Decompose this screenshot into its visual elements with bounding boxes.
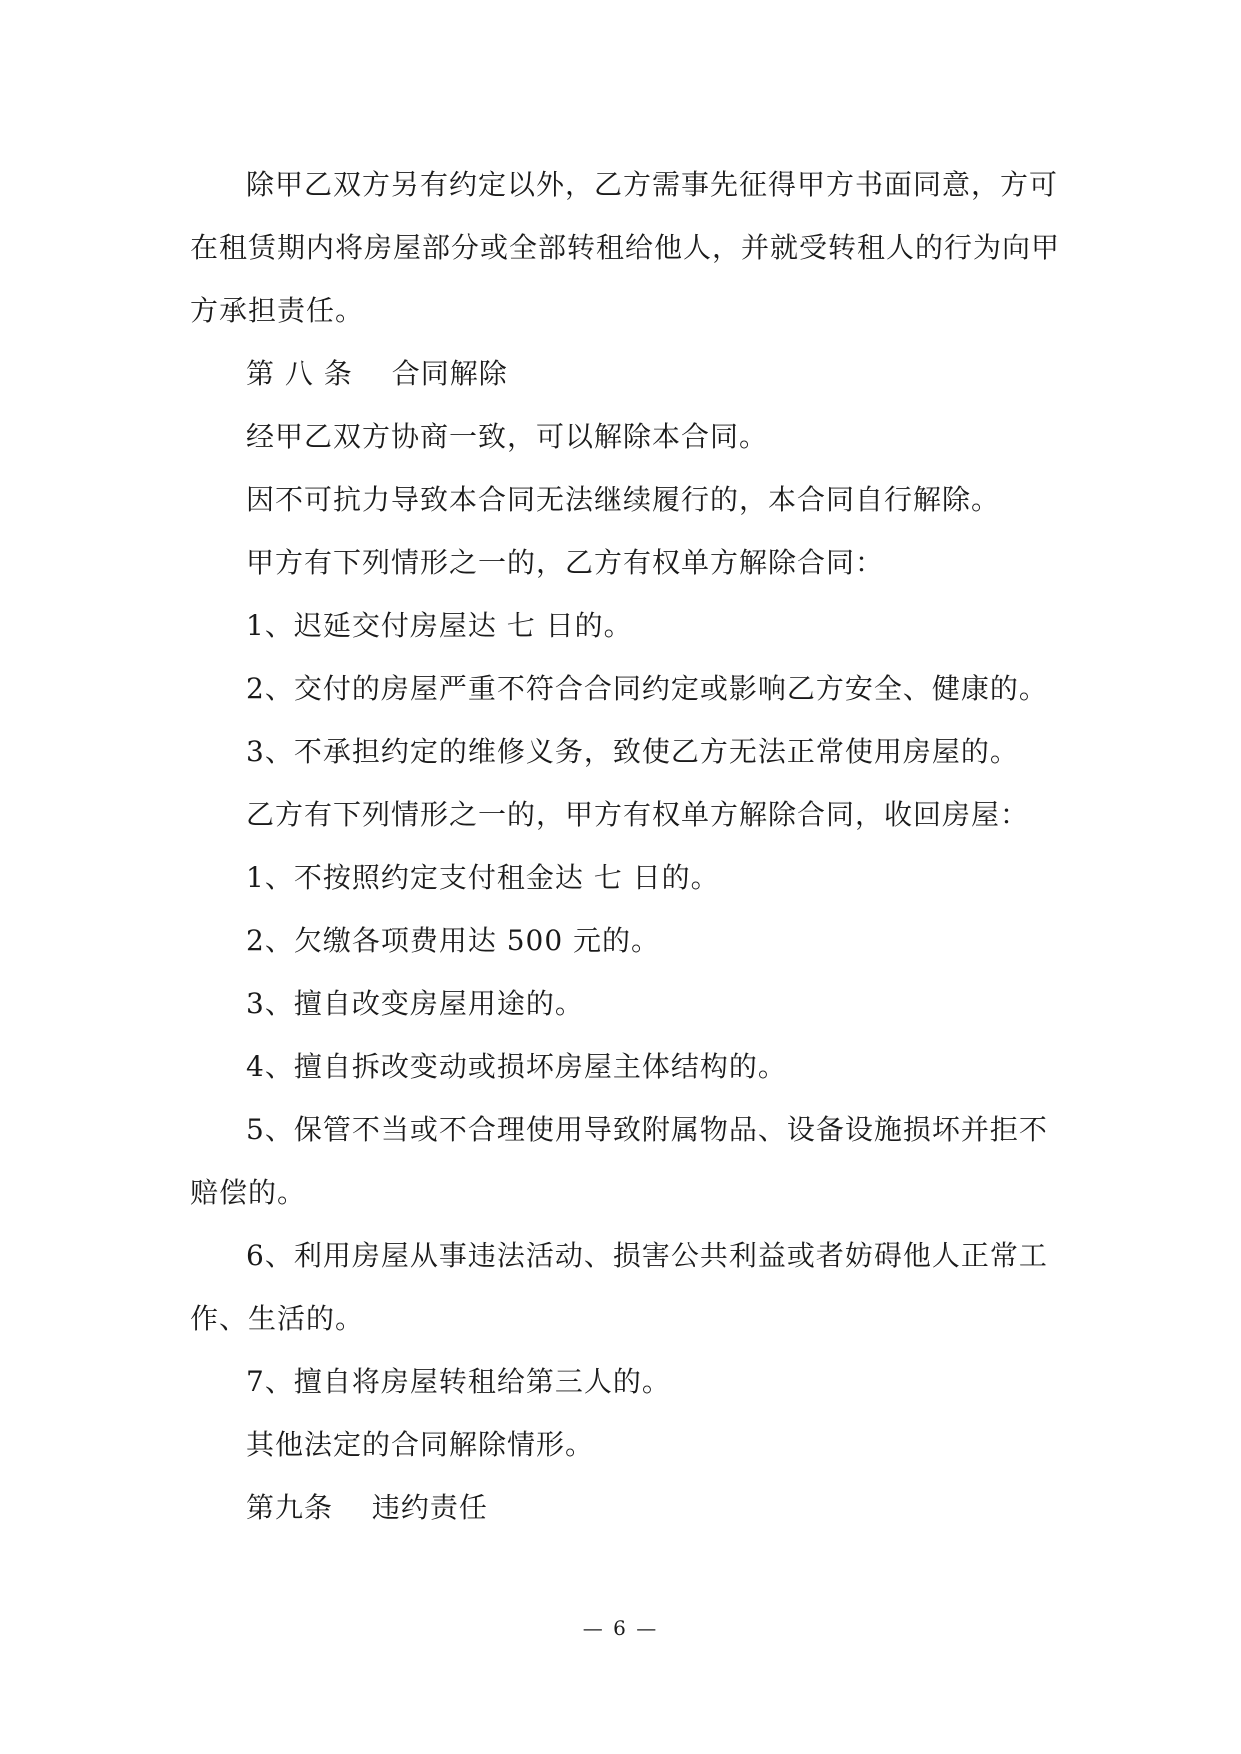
section-heading: 第九条 违约责任 [246,1491,488,1524]
paragraph-line: 在租赁期内将房屋部分或全部转租给他人，并就受转租人的行为向甲 [190,231,1061,264]
list-item-continuation: 赔偿的。 [190,1176,307,1209]
list-item: 6、利用房屋从事违法活动、损害公共利益或者妨碍他人正常工 [246,1239,1048,1272]
list-item: 1、不按照约定支付租金达 七 日的。 [246,861,720,894]
paragraph-line: 除甲乙双方另有约定以外，乙方需事先征得甲方书面同意，方可 [246,168,1059,201]
paragraph-line: 乙方有下列情形之一的，甲方有权单方解除合同，收回房屋： [246,798,1030,831]
list-item-continuation: 作、生活的。 [190,1302,365,1335]
paragraph-line: 甲方有下列情形之一的，乙方有权单方解除合同： [246,546,885,579]
paragraph-line: 因不可抗力导致本合同无法继续履行的，本合同自行解除。 [246,483,1001,516]
list-item: 1、迟延交付房屋达 七 日的。 [246,609,633,642]
page-number: — 6 — [582,1616,659,1640]
list-item: 2、交付的房屋严重不符合合同约定或影响乙方安全、健康的。 [246,672,1048,705]
paragraph-line: 其他法定的合同解除情形。 [246,1428,595,1461]
list-item: 7、擅自将房屋转租给第三人的。 [246,1365,671,1398]
list-item: 3、不承担约定的维修义务，致使乙方无法正常使用房屋的。 [246,735,1019,768]
list-item: 3、擅自改变房屋用途的。 [246,987,584,1020]
list-item: 5、保管不当或不合理使用导致附属物品、设备设施损坏并拒不 [246,1113,1048,1146]
section-heading: 第 八 条 合同解除 [246,357,508,390]
list-item: 4、擅自拆改变动或损坏房屋主体结构的。 [246,1050,787,1083]
paragraph-line: 方承担责任。 [190,294,365,327]
paragraph-line: 经甲乙双方协商一致，可以解除本合同。 [246,420,769,453]
list-item: 2、欠缴各项费用达 500 元的。 [246,924,661,957]
